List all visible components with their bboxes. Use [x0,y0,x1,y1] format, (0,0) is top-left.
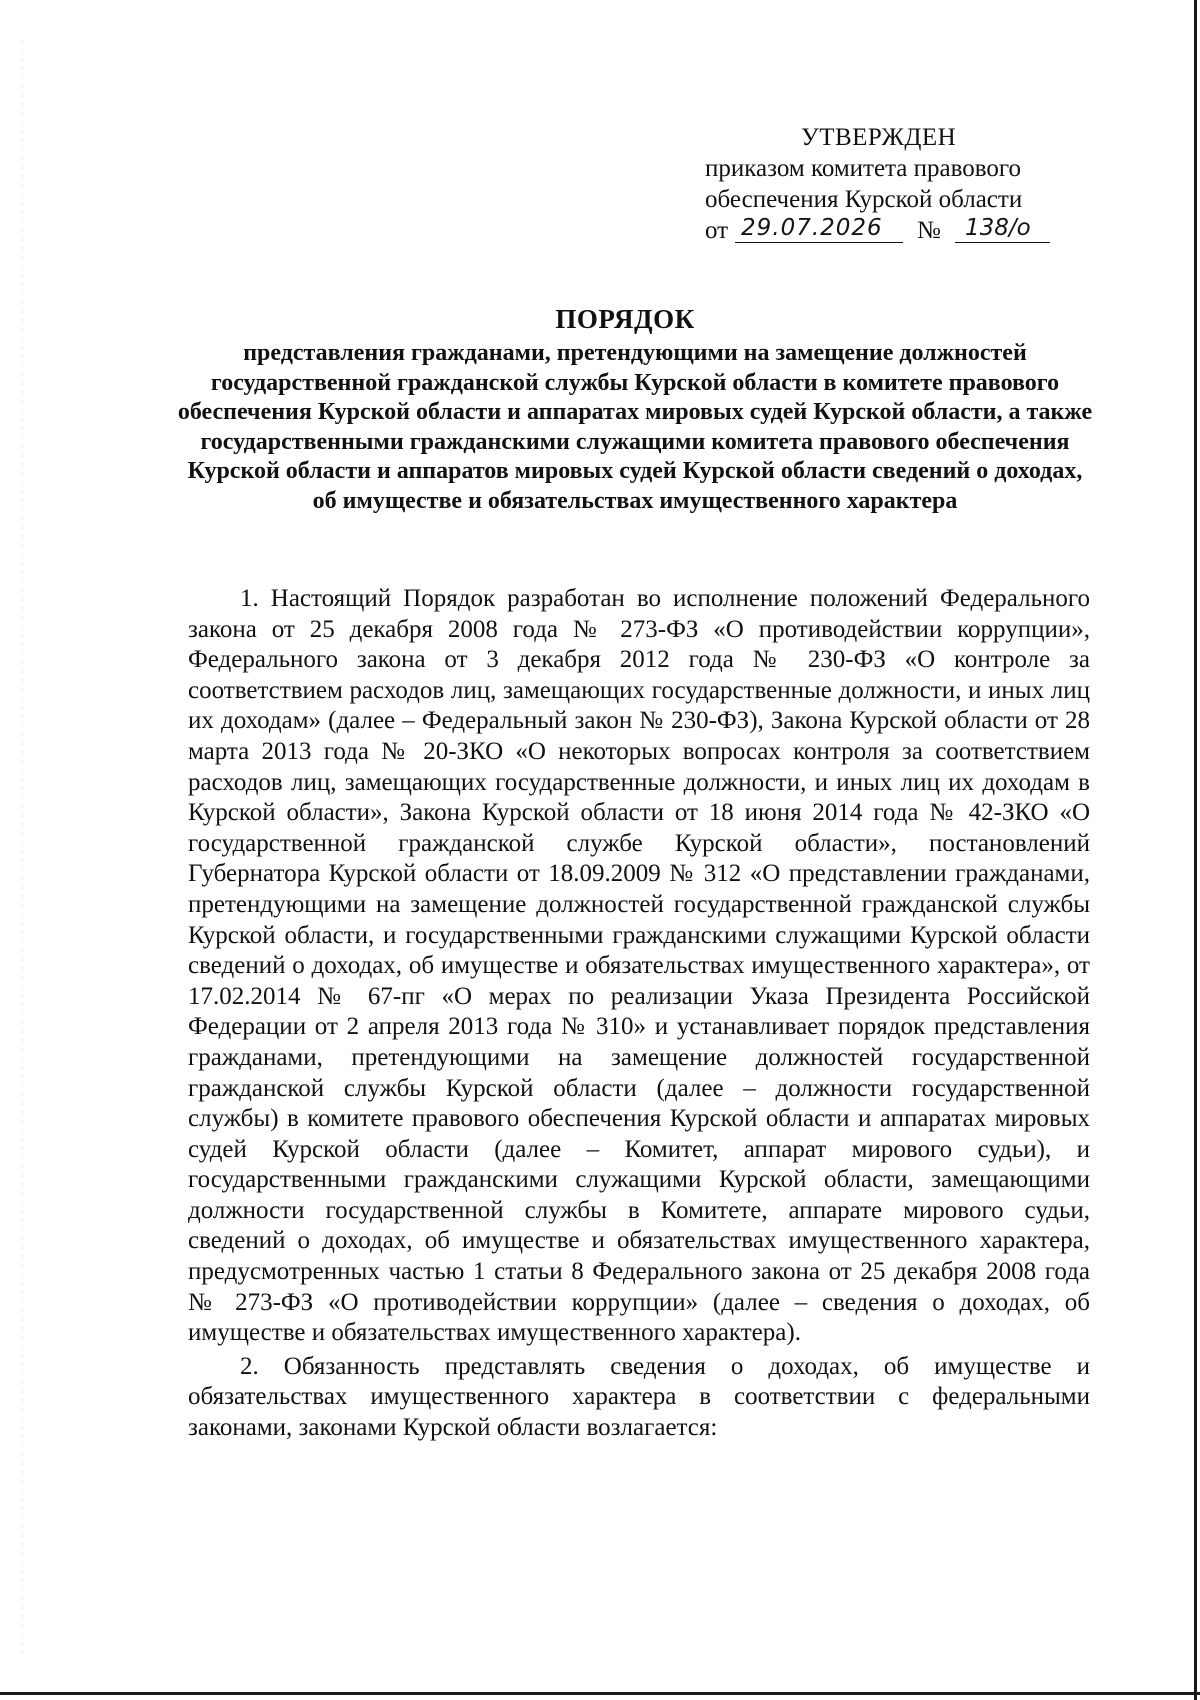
approval-ot-label: от [705,217,729,244]
approval-block [705,122,1065,249]
document-body [188,584,1090,1444]
approval-title: УТВЕРЖДЕН [801,124,957,151]
approval-number-handwritten: 138/о [955,213,1050,243]
approval-number-sign: № [917,217,941,244]
scan-edge-right [1194,0,1197,1700]
scan-edge-left [22,40,23,1660]
document-subtitle: представления гражданами, претендующими на замещение должностей государственной гражданской службы Курской области в комитете правового обеспечения Курской области и аппаратах мировых судей Курской области, а также государственными гражданскими служащими комитета правового обеспечения Курской области и аппаратов мировых судей Курской области сведений о доходах, об имуществе и обязательствах имущественного характера [177,340,1093,514]
approval-line-1: приказом комитета правового [705,155,1022,182]
approval-line-2: обеспечения Курской области [705,186,1023,213]
paragraph-2: 2. Обязанность представлять сведения о доходах, об имуществе и обязательствах имущественного характера в соответствии с федеральными законами, законами Курской области возлагается: [188,1352,1090,1442]
approval-date-handwritten: 29.07.2026 [735,213,903,243]
document-title: ПОРЯДОК [555,304,695,334]
paragraph-1: 1. Настоящий Порядок разработан во исполнение положений Федерального закона от 25 декабря 2008 года № 273-ФЗ «О противодействии коррупции», Федерального закона от 3 декабря 2012 года № 230-ФЗ «О контроле за соответствием расходов лиц, замещающих государственные должности, и иных лиц их доходам» (далее – Федеральный закон № 230-ФЗ), Закона Курской области от 28 марта 2013 года № 20-ЗКО «О некоторых вопросах контроля за соответствием расходов лиц, замещающих государственные должности, и иных лиц их доходам в Курской области», Закона Курской области от 18 июня 2014 года № 42-ЗКО «О государственной гражданской службе Курской области», постановлений Губернатора Курской области от 18.09.2009 № 312 «О представлении гражданами, претендующими на замещение должностей государственной гражданской службы Курской области, и государственными гражданскими служащими Курской области сведений о доходах, об имуществе и обязательствах имущественного характера», от 17.02.2014 № 67-пг «О мерах по реализации Указа Президента Российской Федерации от 2 апреля 2013 года № 310» и устанавливает порядок представления гражданами, претендующими на замещение должностей государственной гражданской службы Курской области (далее – должности государственной службы) в комитете правового обеспечения Курской области и аппаратах мировых судей Курской области (далее – Комитет, аппарат мирового судьи), и государственными гражданскими служащими Курской области, замещающими должности государственной службы в Комитете, аппарате мирового судьи, сведений о доходах, об имуществе и обязательствах имущественного характера, предусмотренных частью 1 статьи 8 Федерального закона от 25 декабря 2008 года № 273-ФЗ «О противодействии коррупции» (далее – сведения о доходах, об имуществе и обязательствах имущественного характера). [188,585,1090,1347]
scan-edge-bottom [0,1692,1200,1695]
approval-date-line [705,215,1065,249]
